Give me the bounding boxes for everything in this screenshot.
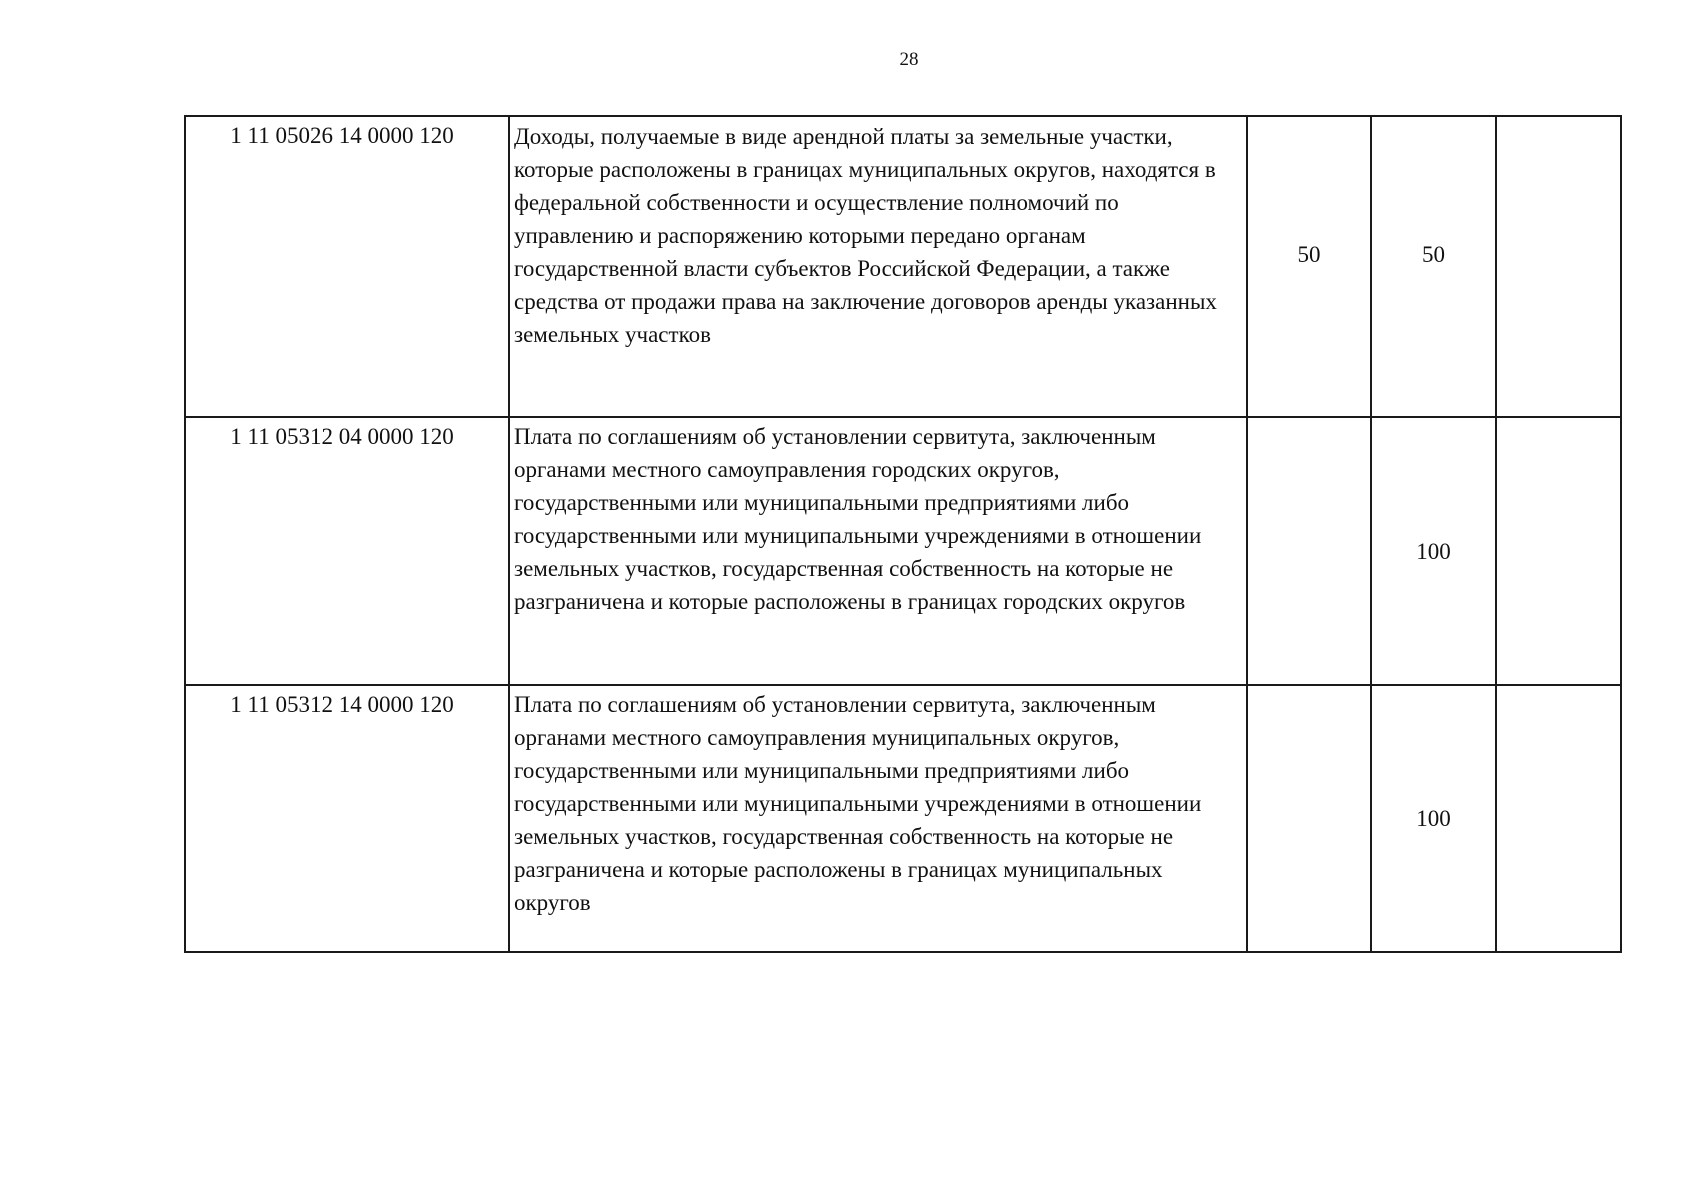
value-text: 100 bbox=[1416, 806, 1451, 831]
value-text: 50 bbox=[1422, 242, 1445, 267]
revenue-name-cell: Плата по соглашениям об установлении сервитута, заключенным органами местного самоуправления муниципальных округов, государственными или муниципальными предприятиями либо государственными или муниципальными учреждениями в отношении земельных участков, государственная собственность на которые не разграничена и которые расположены в границах муниципальных округов bbox=[509, 685, 1247, 952]
value-cell-3 bbox=[1496, 417, 1621, 685]
value-cell-1 bbox=[1247, 116, 1371, 417]
value-cell-1 bbox=[1247, 417, 1371, 685]
value-cell-3 bbox=[1496, 685, 1621, 952]
revenue-code-cell: 1 11 05312 14 0000 120 bbox=[185, 685, 509, 952]
value-cell-2 bbox=[1371, 685, 1496, 952]
value-cell-2 bbox=[1371, 116, 1496, 417]
revenue-name-cell: Плата по соглашениям об установлении сервитута, заключенным органами местного самоуправления городских округов, государственными или муниципальными предприятиями либо государственными или муниципальными учреждениями в отношении земельных участков, государственная собственность на которые не разграничена и которые расположены в границах городских округов bbox=[509, 417, 1247, 685]
value-cell-1 bbox=[1247, 685, 1371, 952]
revenue-code-cell: 1 11 05312 04 0000 120 bbox=[185, 417, 509, 685]
value-text: 50 bbox=[1297, 242, 1321, 267]
value-cell-3 bbox=[1496, 116, 1621, 417]
revenue-name-cell: Доходы, получаемые в виде арендной платы за земельные участки, которые расположены в границах муниципальных округов, находятся в федеральной собственности и осуществление полномочий по управлению и распоряжению которыми передано органам государственной власти субъектов Российской Федерации, а также средства от продажи права на заключение договоров аренды указанных земельных участков bbox=[509, 116, 1247, 417]
page-number: 28 bbox=[899, 49, 919, 70]
revenue-table bbox=[184, 115, 1622, 953]
value-text: 100 bbox=[1416, 538, 1451, 564]
value-cell-2 bbox=[1371, 417, 1496, 685]
table-row bbox=[185, 685, 1621, 952]
table-row bbox=[185, 417, 1621, 685]
table-row bbox=[185, 116, 1621, 417]
revenue-code-cell: 1 11 05026 14 0000 120 bbox=[185, 116, 509, 417]
